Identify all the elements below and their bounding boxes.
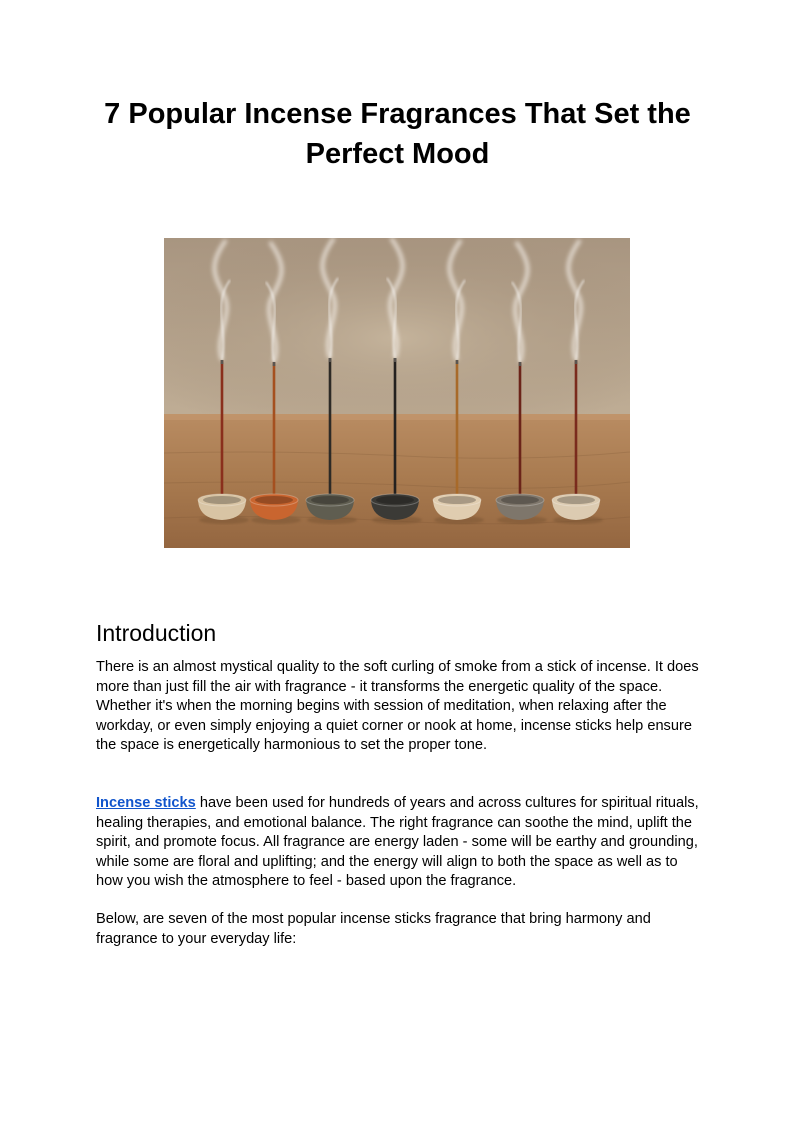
bowl-inner-6 [501, 496, 539, 504]
stick-ash-tip-7 [575, 360, 578, 364]
stick-ash-tip-5 [456, 360, 459, 364]
list-intro-paragraph: Below, are seven of the most popular incense sticks fragrance that bring harmony and fragrance to your everyday life: [96, 911, 651, 947]
incense-sticks-link[interactable]: Incense sticks [96, 795, 196, 811]
incense-stick-3 [329, 358, 332, 500]
hero-image [164, 238, 630, 548]
bowl-inner-7 [557, 496, 595, 504]
incense-history-paragraph [96, 794, 701, 892]
incense-stick-6 [519, 362, 522, 504]
incense-stick-4 [394, 358, 397, 500]
page-title: 7 Popular Incense Fragrances That Set the Perfect Mood [104, 98, 691, 170]
bowl-inner-5 [438, 496, 476, 504]
intro-paragraph: There is an almost mystical quality to the soft curling of smoke from a stick of incense. It does more than just fill the air with fragrance - it transforms the energetic quality of the space. Whether it's when the morning begins with session of meditation, when relaxing after the workday, or even simply enjoying a quiet corner or nook at home, incense sticks help ensure the space is energetically harmonious to set the proper tone. [96, 659, 699, 753]
bowl-inner-2 [255, 496, 293, 504]
stick-ash-tip-4 [394, 358, 397, 362]
incense-stick-5 [456, 360, 459, 502]
table [164, 414, 630, 548]
incense-history-text: have been used for hundreds of years and across cultures for spiritual rituals, healing therapies, and emotional balance. The right fragrance can soothe the mind, uplift the spirit, and promote focus. All fragrance are energy laden - some will be earthy and grounding, while some are floral and uplifting; and the energy will align to both the space as well as to how you wish the atmosphere to feel - based upon the fragrance. [96, 795, 699, 889]
stick-ash-tip-2 [273, 362, 276, 366]
stick-ash-tip-3 [329, 358, 332, 362]
bowl-inner-3 [311, 496, 349, 504]
stick-ash-tip-6 [519, 362, 522, 366]
incense-stick-1 [221, 360, 224, 502]
incense-stick-7 [575, 360, 578, 502]
bowl-inner-1 [203, 496, 241, 504]
incense-stick-2 [273, 362, 276, 504]
section-heading-introduction: Introduction [96, 620, 217, 646]
bowl-inner-4 [376, 496, 414, 504]
stick-ash-tip-1 [221, 360, 224, 364]
